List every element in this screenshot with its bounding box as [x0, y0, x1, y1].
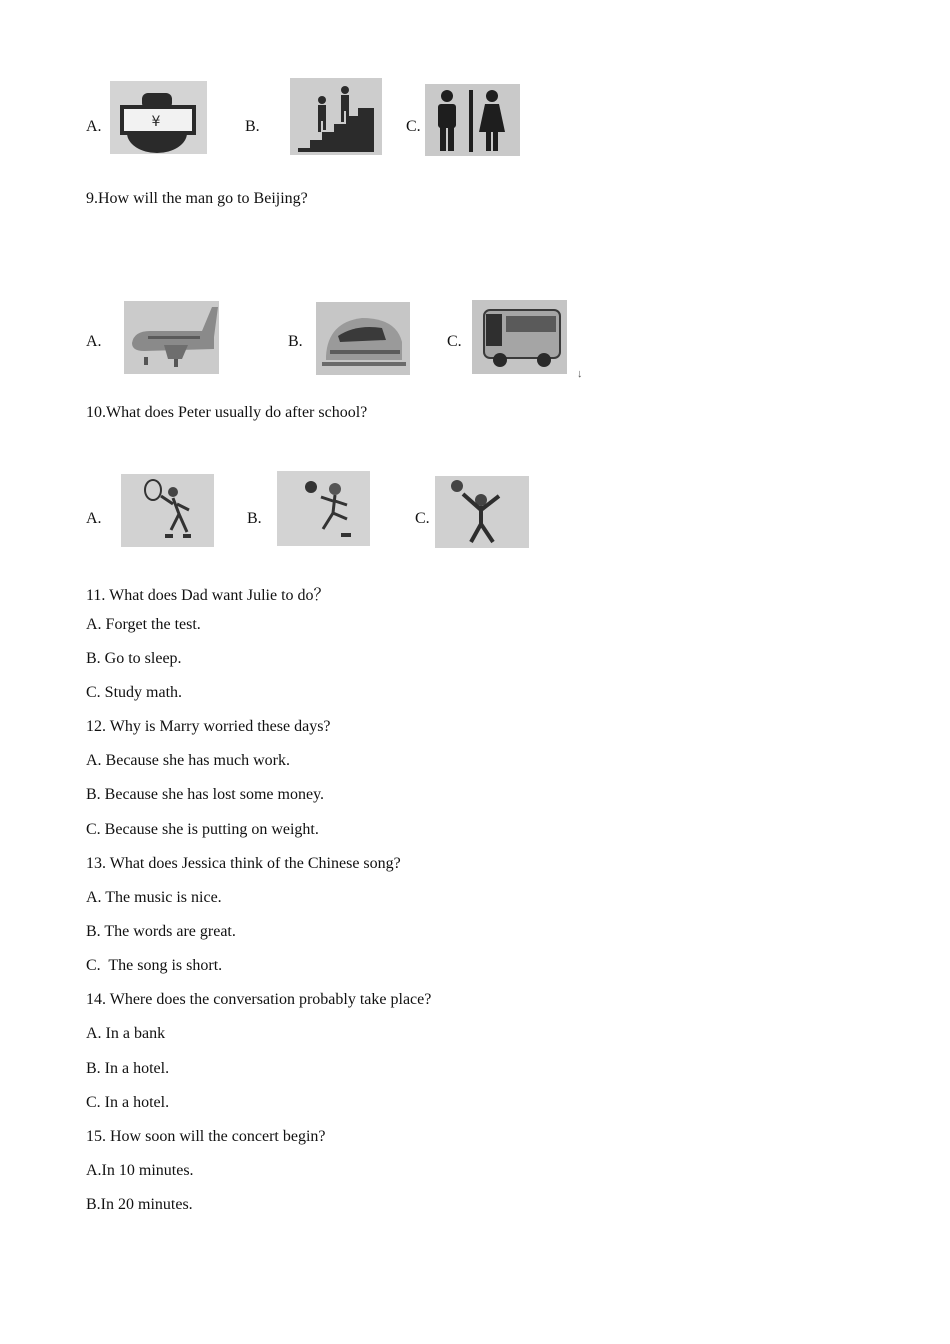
- q10-option-c-label: C.: [415, 510, 430, 527]
- q8-option-a-label: A.: [86, 118, 102, 135]
- question-12: 12. Why is Marry worried these days?: [86, 718, 331, 735]
- q8-option-b-label: B.: [245, 118, 260, 135]
- q10-option-b-label: B.: [247, 510, 262, 527]
- q14-option-a: A. In a bank: [86, 1025, 166, 1042]
- high-speed-train-icon: [316, 302, 410, 375]
- question-15: 15. How soon will the concert begin?: [86, 1128, 326, 1145]
- q12-option-a: A. Because she has much work.: [86, 752, 290, 769]
- q13-option-a: A. The music is nice.: [86, 889, 222, 906]
- question-14: 14. Where does the conversation probably take place?: [86, 991, 432, 1008]
- q12-option-b: B. Because she has lost some money.: [86, 786, 325, 803]
- basketball-player-icon: [435, 476, 529, 548]
- q14-option-b: B. In a hotel.: [86, 1060, 170, 1077]
- bus-icon: [472, 300, 567, 374]
- q15-option-a: A.In 10 minutes.: [86, 1162, 194, 1179]
- q15-option-b: B.In 20 minutes.: [86, 1196, 193, 1213]
- q8-option-c-label: C.: [406, 118, 421, 135]
- q13-option-b: B. The words are great.: [86, 923, 236, 940]
- q9-option-b-label: B.: [288, 333, 303, 350]
- money-hand-icon: [110, 81, 207, 154]
- restroom-icon: [425, 84, 520, 156]
- q13-option-c: C. The song is short.: [86, 957, 223, 974]
- question-10: 10.What does Peter usually do after school?: [86, 404, 368, 421]
- airplane-icon: [124, 301, 219, 374]
- q11-option-c: C. Study math.: [86, 684, 183, 701]
- q11-option-a: A. Forget the test.: [86, 616, 201, 633]
- q11-option-b: B. Go to sleep.: [86, 650, 182, 667]
- question-13: 13. What does Jessica think of the Chinese song?: [86, 855, 401, 872]
- q9-option-c-label: C.: [447, 333, 462, 350]
- stray-arrow-mark: ↓: [577, 368, 583, 380]
- svg-text:¥: ¥: [151, 114, 161, 130]
- tennis-player-icon: [121, 474, 214, 547]
- football-player-icon: [277, 471, 370, 546]
- q9-option-a-label: A.: [86, 333, 102, 350]
- q10-option-a-label: A.: [86, 510, 102, 527]
- stairs-people-icon: [290, 78, 382, 155]
- q12-option-c: C. Because she is putting on weight.: [86, 821, 319, 838]
- q14-option-c: C. In a hotel.: [86, 1094, 170, 1111]
- question-11: 11. What does Dad want Julie to do？: [86, 587, 330, 604]
- question-9: 9.How will the man go to Beijing?: [86, 190, 308, 207]
